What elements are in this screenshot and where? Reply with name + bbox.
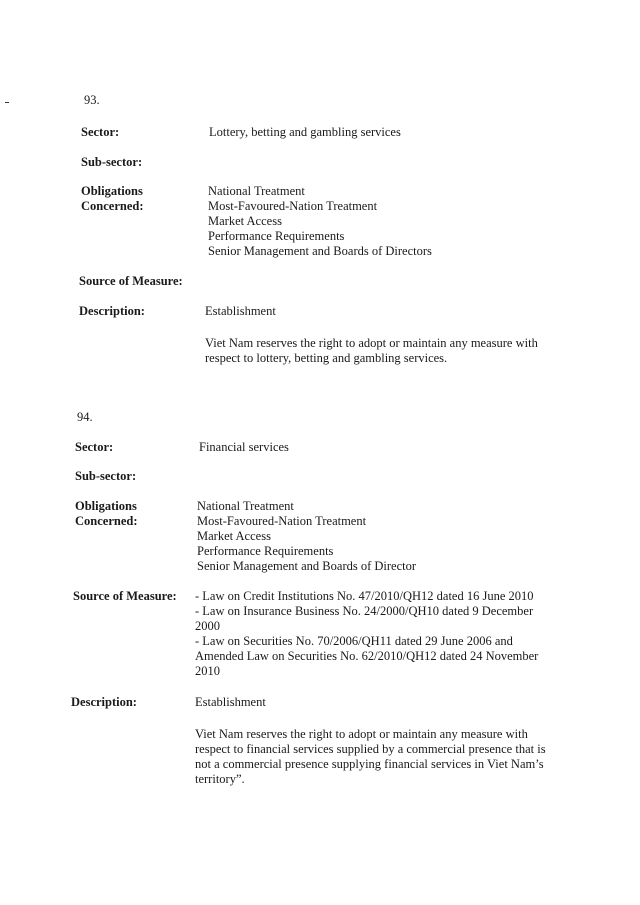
obligation-item: Senior Management and Boards of Directors <box>208 244 432 258</box>
entry-93-obligations-list <box>208 184 432 259</box>
entry-94-description-text: Viet Nam reserves the right to adopt or maintain any measure with respect to financial services supplied by a commercial presence that is not a commercial presence supplying financial services in Viet Nam’s territory”. <box>195 727 546 786</box>
entry-94-number: 94. <box>77 410 93 424</box>
source-line: Amended Law on Securities No. 62/2010/QH12 dated 24 November <box>195 649 539 663</box>
obligation-item: Most-Favoured-Nation Treatment <box>197 514 367 528</box>
source-line: 2010 <box>195 664 220 678</box>
entry-93-number: 93. <box>84 93 100 107</box>
obligation-item: Most-Favoured-Nation Treatment <box>208 199 378 213</box>
entry-94-obligations-label: Obligations Concerned: <box>75 499 138 528</box>
entry-93-subsector-label: Sub-sector: <box>81 155 143 169</box>
entry-94-sector-value: Financial services <box>199 440 289 454</box>
entry-94-source-label: Source of Measure: <box>73 589 177 603</box>
source-line: 2000 <box>195 619 220 633</box>
entry-94-source-list <box>195 589 538 679</box>
entry-93-source-label: Source of Measure: <box>79 274 183 288</box>
obligation-item: Performance Requirements <box>197 544 334 558</box>
margin-mark <box>5 102 9 103</box>
obligation-item: National Treatment <box>208 184 305 198</box>
entry-94-description-heading: Establishment <box>195 695 266 709</box>
entry-93-description-heading: Establishment <box>205 304 276 318</box>
entry-94-subsector-label: Sub-sector: <box>75 469 137 483</box>
entry-94-sector-label: Sector: <box>75 440 114 454</box>
obligation-item: Performance Requirements <box>208 229 345 243</box>
obligation-item: Market Access <box>208 214 282 228</box>
source-line: - Law on Insurance Business No. 24/2000/QH10 dated 9 December <box>195 604 534 618</box>
entry-93-obligations-label: Obligations Concerned: <box>81 184 144 213</box>
entry-94-description-label: Description: <box>71 695 137 709</box>
entry-93-description-label: Description: <box>79 304 145 318</box>
entry-93-sector-label: Sector: <box>81 125 120 139</box>
source-line: - Law on Credit Institutions No. 47/2010/QH12 dated 16 June 2010 <box>195 589 534 603</box>
entry-93-description-text: Viet Nam reserves the right to adopt or maintain any measure with respect to lottery, betting and gambling services. <box>205 336 538 365</box>
obligation-item: Market Access <box>197 529 271 543</box>
obligation-item: National Treatment <box>197 499 294 513</box>
source-line: - Law on Securities No. 70/2006/QH11 dated 29 June 2006 and <box>195 634 513 648</box>
entry-93-sector-value: Lottery, betting and gambling services <box>209 125 401 139</box>
obligation-item: Senior Management and Boards of Director <box>197 559 417 573</box>
entry-94-obligations-list <box>197 499 416 574</box>
